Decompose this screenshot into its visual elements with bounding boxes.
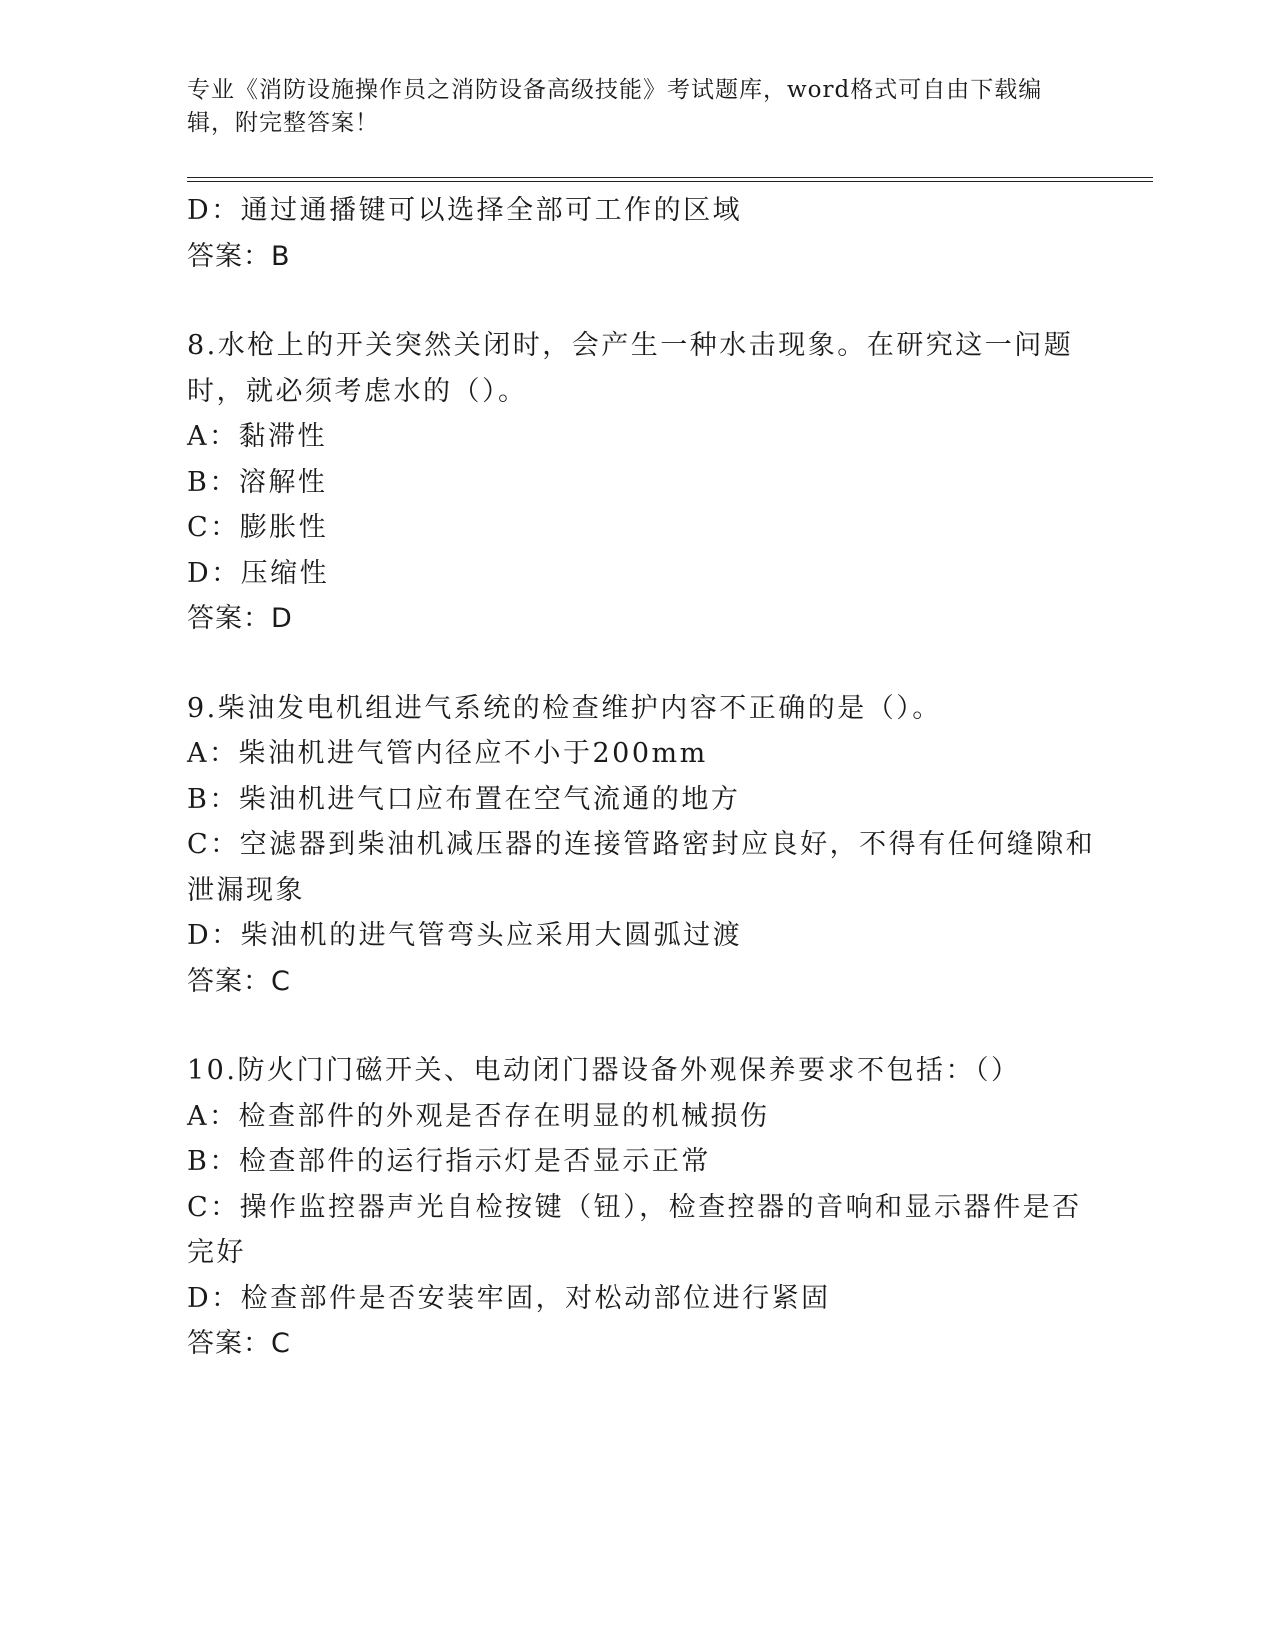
option-b: B：柴油机进气口应布置在空气流通的地方 bbox=[187, 783, 741, 815]
answer: 答案：D bbox=[187, 603, 293, 634]
option-a: A：柴油机进气管内径应不小于200mm bbox=[187, 738, 708, 769]
answer: 答案：C bbox=[187, 965, 291, 997]
header-divider-top bbox=[187, 177, 1153, 178]
question-stem: 8.水枪上的开关突然关闭时，会产生一种水击现象。在研究这一问题 bbox=[187, 330, 1074, 361]
option-b: B：溶解性 bbox=[187, 466, 328, 498]
option-a: A：黏滞性 bbox=[187, 421, 327, 452]
option-d: D：通过通播键可以选择全部可工作的区域 bbox=[187, 195, 743, 226]
option-d: D：检查部件是否安装牢固，对松动部位进行紧固 bbox=[187, 1282, 831, 1314]
option-c: C：操作监控器声光自检按键（钮），检查控器的音响和显示器件是否 bbox=[187, 1191, 1082, 1223]
question-content bbox=[187, 188, 1096, 1367]
option-c: C：膨胀性 bbox=[187, 512, 329, 543]
question-9 bbox=[187, 686, 1096, 1005]
spacer bbox=[187, 642, 1087, 686]
question-stem: 9.柴油发电机组进气系统的检查维护内容不正确的是（）。 bbox=[187, 692, 942, 724]
question-stem: 10.防火门门磁开关、电动闭门器设备外观保养要求不包括：（） bbox=[187, 1055, 1021, 1086]
question-8 bbox=[187, 323, 1087, 642]
question-10 bbox=[187, 1048, 1087, 1367]
option-c-continued: 泄漏现象 bbox=[187, 874, 305, 906]
option-b: B：检查部件的运行指示灯是否显示正常 bbox=[187, 1146, 711, 1177]
option-a: A：检查部件的外观是否存在明显的机械损伤 bbox=[187, 1100, 770, 1132]
answer: 答案：C bbox=[187, 1328, 291, 1359]
option-c: C：空滤器到柴油机减压器的连接管路密封应良好，不得有任何缝隙和 bbox=[187, 829, 1096, 860]
option-c-continued: 完好 bbox=[187, 1237, 246, 1268]
option-d: D：柴油机的进气管弯头应采用大圆弧过渡 bbox=[187, 920, 743, 951]
answer: 答案：B bbox=[187, 240, 291, 272]
header-divider-bottom bbox=[187, 181, 1153, 182]
question-stem-continued: 时，就必须考虑水的（）。 bbox=[187, 375, 528, 407]
spacer bbox=[187, 1004, 1087, 1048]
option-d: D：压缩性 bbox=[187, 557, 330, 589]
document-header: 专业《消防设施操作员之消防设备高级技能》考试题库，word格式可自由下载编辑，附完整答案！ bbox=[187, 77, 1043, 136]
spacer bbox=[187, 279, 1087, 323]
